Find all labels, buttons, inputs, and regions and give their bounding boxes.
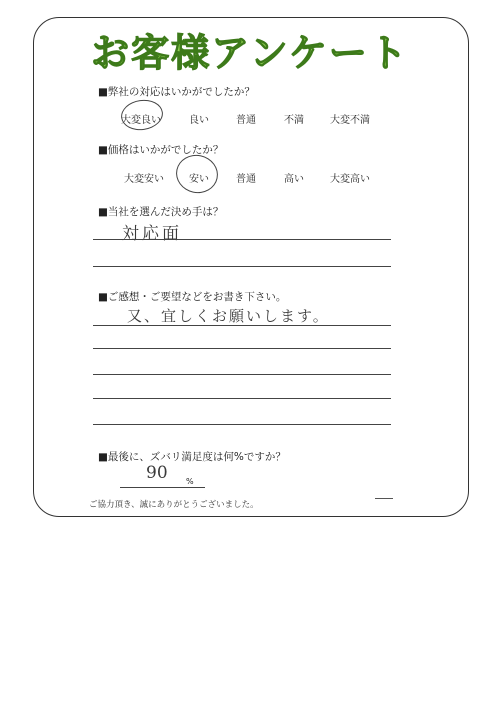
service-option-good: 良い bbox=[189, 115, 209, 126]
service-option-normal: 普通 bbox=[236, 115, 256, 126]
thank-you-message: ご協力頂き、誠にありがとうございました。 bbox=[89, 500, 259, 510]
price-option-normal: 普通 bbox=[236, 174, 256, 185]
satisfaction-percent-unit: % bbox=[186, 477, 194, 486]
comments-answer-line-4 bbox=[93, 398, 391, 399]
price-option-expensive: 高い bbox=[284, 174, 304, 185]
question-comments: ■ご感想・ご要望などをお書き下さい。 bbox=[98, 291, 287, 303]
question-satisfaction: ■最後に、ズバリ満足度は何%ですか？ bbox=[98, 451, 286, 463]
footer-mark bbox=[375, 498, 393, 499]
satisfaction-handwritten-answer: 90 bbox=[146, 463, 168, 483]
price-option-very-cheap: 大変安い bbox=[124, 174, 164, 185]
service-option-dissatisfied: 不満 bbox=[284, 115, 304, 126]
comments-answer-line-2 bbox=[93, 348, 391, 349]
reason-answer-line-2 bbox=[93, 266, 391, 267]
satisfaction-answer-line bbox=[120, 487, 205, 488]
price-option-very-expensive: 大変高い bbox=[330, 174, 370, 185]
comments-handwritten-answer: 又、宜しくお願いします。 bbox=[127, 307, 330, 325]
reason-answer-line-1 bbox=[93, 239, 391, 240]
question-price: ■価格はいかがでしたか？ bbox=[98, 144, 224, 156]
service-option-very-dissatisfied: 大変不満 bbox=[330, 115, 370, 126]
survey-title: お客様アンケート bbox=[91, 31, 409, 75]
question-reason: ■当社を選んだ決め手は？ bbox=[98, 206, 224, 218]
price-option-cheap: 安い bbox=[189, 174, 209, 185]
reason-handwritten-answer: 対応面 bbox=[122, 224, 182, 244]
comments-answer-line-1 bbox=[93, 325, 391, 326]
service-option-very-good: 大変良い bbox=[121, 115, 161, 126]
question-service: ■弊社の対応はいかがでしたか？ bbox=[98, 86, 255, 98]
comments-answer-line-3 bbox=[93, 374, 391, 375]
comments-answer-line-5 bbox=[93, 424, 391, 425]
